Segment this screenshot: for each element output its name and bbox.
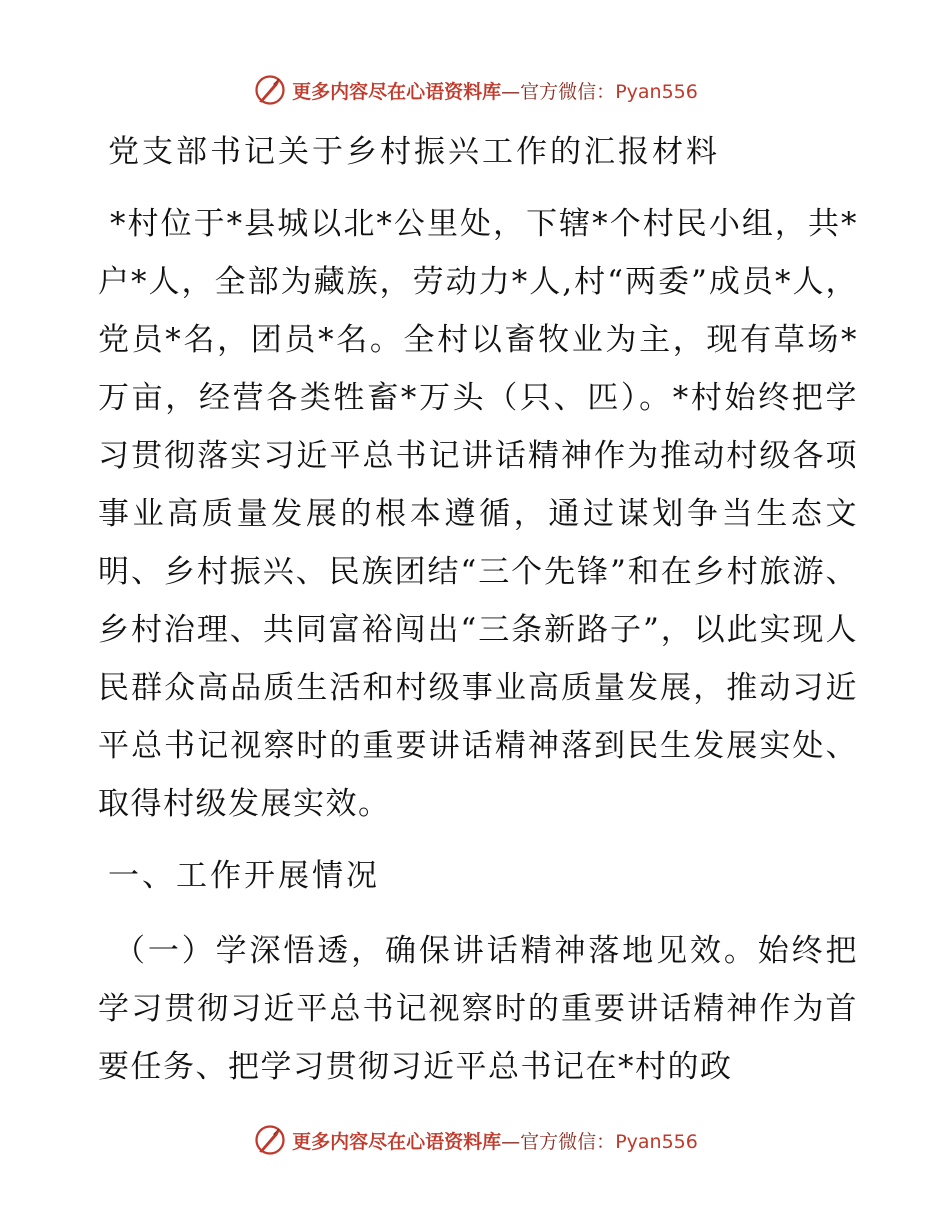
watermark-text: 更多内容尽在心语资料库—官方微信：Pyan556 <box>292 80 698 103</box>
header-watermark-banner <box>0 70 950 110</box>
quill-pen-logo-icon <box>252 1122 288 1158</box>
footer-watermark-banner <box>0 1120 950 1160</box>
document-title: 党支部书记关于乡村振兴工作的汇报材料 <box>108 134 720 170</box>
watermark-text: 更多内容尽在心语资料库—官方微信：Pyan556 <box>292 1130 698 1153</box>
intro-paragraph: *村位于*县城以北*公里处，下辖*个村民小组，共*户*人，全部为藏族，劳动力*人,村“两委”成员*人，党员*名，团员*名。全村以畜牧业为主，现有草场*万亩，经营各类牲畜*万头（只、匹）。*村始终把学习贯彻落实习近平总书记讲话精神作为推动村级各项事业高质量发展的根本遵循，通过谋划争当生态文明、乡村振兴、民族团结“三个先锋”和在乡村旅游、乡村治理、共同富裕闯出“三条新路子”，以此实现人民群众高品质生活和村级事业高质量发展，推动习近平总书记视察时的重要讲话精神落到民生发展实处、取得村级发展实效。 <box>98 206 858 822</box>
quill-pen-logo-icon <box>252 72 288 108</box>
section-paragraph: （一）学深悟透，确保讲话精神落地见效。始终把学习贯彻习近平总书记视察时的重要讲话精神作为首要任务、把学习贯彻习近平总书记在*村的政 <box>98 933 858 1085</box>
section-heading: 一、工作开展情况 <box>108 858 380 894</box>
